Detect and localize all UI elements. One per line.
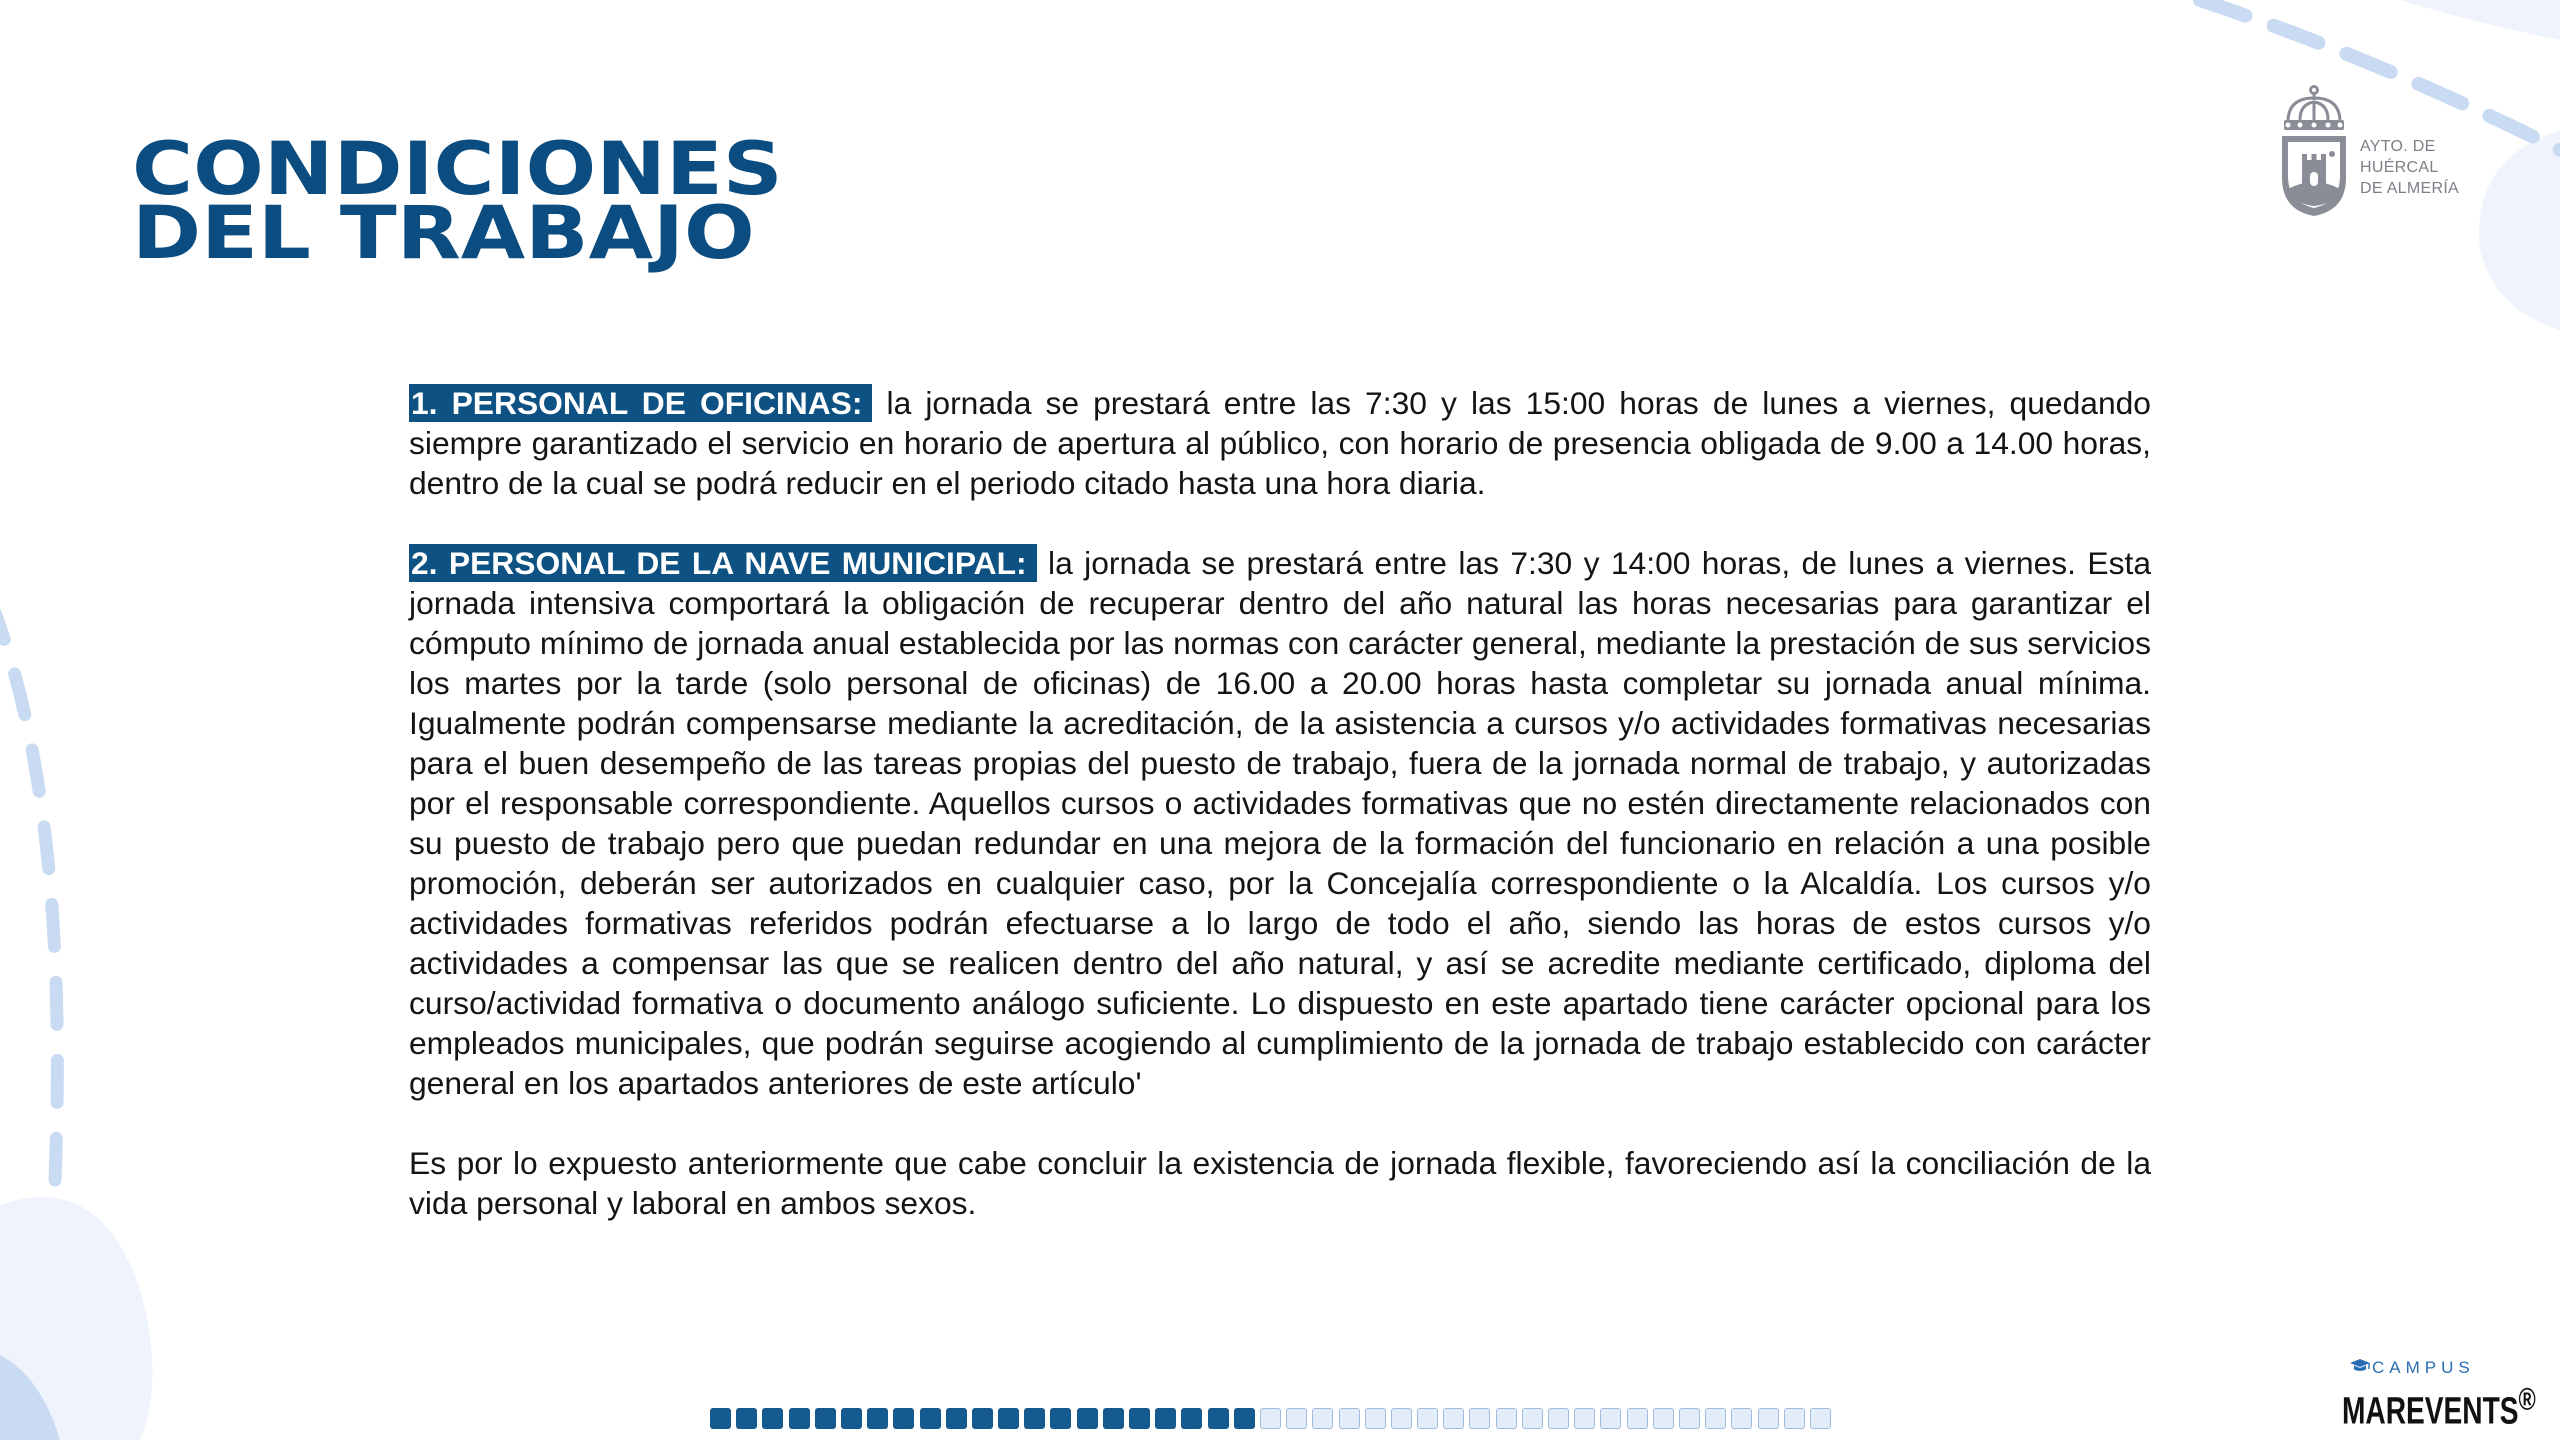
council-name	[2360, 136, 2459, 199]
left-dashed-arc	[0, 600, 57, 1180]
brand-name	[2342, 1378, 2536, 1433]
progress-segment-pending	[1784, 1408, 1805, 1429]
progress-segment-pending	[1810, 1408, 1831, 1429]
slide-title-line-2: DEL TRABAJO	[132, 191, 755, 276]
progress-segment-completed	[946, 1408, 967, 1429]
progress-segment-pending	[1496, 1408, 1517, 1429]
brand-name-text: MAREVENTS	[2342, 1390, 2519, 1433]
progress-segment-pending	[1758, 1408, 1779, 1429]
progress-segment-completed	[972, 1408, 993, 1429]
council-name-line-1: AYTO. DE	[2360, 138, 2436, 155]
paragraph-warehouse-staff	[409, 543, 2151, 1103]
progress-segment-completed	[736, 1408, 757, 1429]
progress-segment-pending	[1260, 1408, 1281, 1429]
progress-segment-pending	[1391, 1408, 1412, 1429]
paragraph-conclusion: Es por lo expuesto anteriormente que cabe concluir la existencia de jornada flexible, favoreciendo así la conciliación de la vida personal y laboral en ambos sexos.	[409, 1145, 2151, 1221]
council-name-line-2: HUÉRCAL	[2360, 159, 2439, 176]
right-edge-blob	[2479, 130, 2560, 330]
progress-segment-pending	[1417, 1408, 1438, 1429]
progress-segment-completed	[1181, 1408, 1202, 1429]
progress-segment-completed	[710, 1408, 731, 1429]
slide-title	[132, 127, 998, 276]
paragraph-office-staff-heading: 1. PERSONAL DE OFICINAS:	[409, 384, 872, 422]
progress-segment-completed	[841, 1408, 862, 1429]
progress-segment-completed	[789, 1408, 810, 1429]
progress-segment-completed	[1129, 1408, 1150, 1429]
bottom-left-inner-blob	[0, 1355, 60, 1440]
progress-segment-completed	[1103, 1408, 1124, 1429]
paragraph-warehouse-staff-text: la jornada se prestará entre las 7:30 y 14:00 horas, de lunes a viernes. Esta jornada intensiva comportará la obligación de recuperar dentro del año natural las horas necesarias para garantizar el cómputo mínimo de jornada anual establecida por las normas con carácter general, mediante la prestación de sus servicios los martes por la tarde (solo personal de oficinas) de 16.00 a 20.00 horas hasta completar su jornada anual mínima. Igualmente podrán compensarse mediante la acreditación, de la asistencia a cursos y/o actividades formativas necesarias para el buen desempeño de las tareas propias del puesto de trabajo, fuera de la jornada normal de trabajo, y autorizadas por el responsable correspondiente. Aquellos cursos o actividades formativas que no estén directamente relacionados con su puesto de trabajo pero que puedan redundar en una mejora de la formación del funcionario en relación a una posible promoción, deberán ser autorizados en cualquier caso, por la Concejalía correspondiente o la Alcaldía. Los cursos y/o actividades formativas referidos podrán efectuarse a lo largo de todo el año, siendo las horas de estos cursos y/o actividades a compensar las que se realicen dentro del año natural, y así se acredite mediante certificado, diploma del curso/actividad formativa o documento análogo suficiente. Lo dispuesto en este apartado tiene carácter opcional para los empleados municipales, que podrán seguirse acogiendo al cumplimiento de la jornada de trabajo establecido con carácter general en los apartados anteriores de este artículo'	[409, 545, 2152, 1101]
slide-progress-indicator	[710, 1408, 1831, 1429]
progress-segment-pending	[1548, 1408, 1569, 1429]
progress-segment-pending	[1679, 1408, 1700, 1429]
progress-segment-completed	[1024, 1408, 1045, 1429]
progress-segment-pending	[1731, 1408, 1752, 1429]
progress-segment-completed	[1155, 1408, 1176, 1429]
progress-segment-pending	[1522, 1408, 1543, 1429]
progress-segment-pending	[1574, 1408, 1595, 1429]
progress-segment-completed	[867, 1408, 888, 1429]
top-right-blob	[2400, 0, 2560, 40]
bottom-left-blob	[0, 1197, 153, 1440]
progress-segment-pending	[1653, 1408, 1674, 1429]
campus-marevents-logo	[2330, 1356, 2540, 1433]
progress-segment-completed	[998, 1408, 1019, 1429]
progress-segment-pending	[1443, 1408, 1464, 1429]
progress-segment-completed	[762, 1408, 783, 1429]
municipal-crest-icon	[2274, 80, 2354, 220]
progress-segment-completed	[1050, 1408, 1071, 1429]
progress-segment-completed	[1208, 1408, 1229, 1429]
progress-segment-pending	[1365, 1408, 1386, 1429]
progress-segment-pending	[1705, 1408, 1726, 1429]
progress-segment-pending	[1286, 1408, 1307, 1429]
brand-campus-label: CAMPUS	[2372, 1358, 2475, 1377]
progress-segment-pending	[1600, 1408, 1621, 1429]
paragraph-warehouse-staff-heading: 2. PERSONAL DE LA NAVE MUNICIPAL:	[409, 544, 1037, 582]
progress-segment-completed	[920, 1408, 941, 1429]
council-name-line-3: DE ALMERÍA	[2360, 180, 2460, 197]
paragraph-office-staff	[409, 383, 2151, 503]
slide-title-line-1: CONDICIONES	[132, 127, 783, 212]
progress-segment-pending	[1627, 1408, 1648, 1429]
paragraph-office-staff-text: la jornada se prestará entre las 7:30 y las 15:00 horas de lunes a viernes, quedando siempre garantizado el servicio en horario de apertura al público, con horario de presencia obligada de 9.00 a 14.00 horas, dentro de la cual se podrá reducir en el periodo citado hasta una hora diaria.	[409, 385, 2151, 501]
progress-segment-pending	[1469, 1408, 1490, 1429]
progress-segment-completed	[1077, 1408, 1098, 1429]
progress-segment-pending	[1339, 1408, 1360, 1429]
progress-segment-completed	[815, 1408, 836, 1429]
progress-segment-pending	[1312, 1408, 1333, 1429]
top-right-dashed-arc	[2200, 0, 2560, 150]
graduation-cap-icon	[2350, 1358, 2370, 1374]
slide-body	[409, 383, 2151, 1263]
progress-segment-completed	[1234, 1408, 1255, 1429]
progress-segment-completed	[893, 1408, 914, 1429]
registered-mark: ®	[2518, 1381, 2536, 1417]
